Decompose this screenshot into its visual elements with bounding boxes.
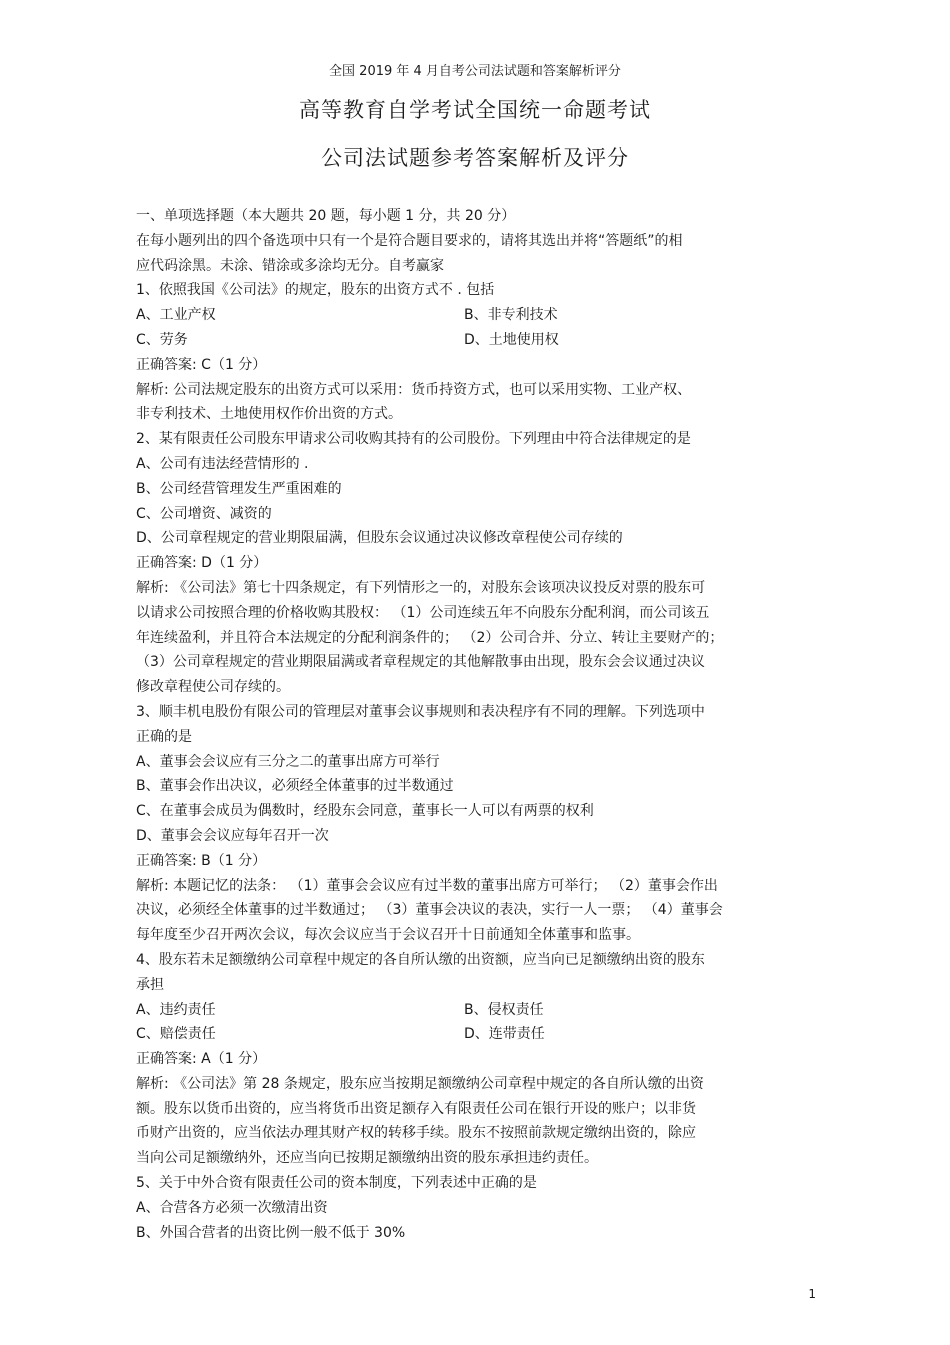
text-line: C、在董事会成员为偶数时，经股东会同意，董事长一人可以有两票的权利	[136, 803, 594, 820]
text-line: （3）公司章程规定的营业期限届满或者章程规定的其他解散事由出现，股东会会议通过决议	[136, 654, 705, 671]
text-line: 1、依照我国《公司法》的规定，股东的出资方式不 . 包括	[136, 282, 495, 299]
text-line: 额。股东以货币出资的，应当将货币出资足额存入有限责任公司在银行开设的账户；以非货	[136, 1100, 696, 1117]
page-header: 全国 2019 年 4 月自考公司法试题和答案解析评分	[329, 64, 621, 79]
text-line: A、合营各方必须一次缴清出资	[136, 1199, 328, 1216]
option-row	[136, 998, 816, 1023]
text-line: 正确答案: C（1 分）	[136, 356, 267, 373]
option-text: C、赔偿责任	[136, 1026, 216, 1043]
text-line: 每年度至少召开两次会议，每次会议应当于会议召开十日前通知全体董事和监事。	[136, 927, 640, 944]
text-line: 决议，必须经全体董事的过半数通过； （3）董事会决议的表决，实行一人一票； （4）董事会	[136, 902, 723, 919]
text-line: 在每小题列出的四个备选项中只有一个是符合题目要求的，请将其选出并将“答题纸”的相	[136, 232, 683, 249]
document-subtitle: 公司法试题参考答案解析及评分	[321, 146, 629, 170]
option-text: D、连带责任	[464, 1026, 545, 1043]
text-line: 年连续盈利，并且符合本法规定的分配利润条件的； （2）公司合并、分立、转让主要财产的；	[136, 629, 724, 646]
text-line: 解析: 《公司法》第七十四条规定，有下列情形之一的，对股东会该项决议投反对票的股东可	[136, 579, 706, 596]
text-line: 解析: 公司法规定股东的出资方式可以采用：货币持资方式，也可以采用实物、工业产权、	[136, 381, 692, 398]
option-row	[136, 1022, 816, 1047]
option-row	[136, 328, 816, 353]
text-line: B、董事会作出决议，必须经全体董事的过半数通过	[136, 778, 454, 795]
text-line: A、董事会会议应有三分之二的董事出席方可举行	[136, 753, 440, 770]
option-text: B、非专利技术	[464, 307, 558, 324]
option-text: A、违约责任	[136, 1001, 216, 1018]
text-line: A、公司有违法经营情形的 .	[136, 455, 309, 472]
text-line: 正确答案: D（1 分）	[136, 555, 268, 572]
text-line: 承担	[136, 976, 164, 993]
option-text: C、劳务	[136, 331, 188, 348]
text-line: 正确的是	[136, 728, 192, 745]
text-line: C、公司增资、减资的	[136, 505, 272, 522]
document-body	[136, 204, 816, 1245]
text-line: 币财产出资的，应当依法办理其财产权的转移手续。股东不按照前款规定缴纳出资的，除应	[136, 1125, 696, 1142]
option-row	[136, 303, 816, 328]
text-line: 当向公司足额缴纳外，还应当向已按期足额缴纳出资的股东承担违约责任。	[136, 1150, 598, 1167]
text-line: 正确答案: A（1 分）	[136, 1051, 267, 1068]
text-line: 以请求公司按照合理的价格收购其股权： （1）公司连续五年不向股东分配利润，而公司该五	[136, 604, 710, 621]
text-line: 解析: 本题记忆的法条： （1）董事会会议应有过半数的董事出席方可举行； （2）董事会作出	[136, 877, 718, 894]
text-line: 修改章程使公司存续的。	[136, 679, 290, 696]
text-line: D、董事会会议应每年召开一次	[136, 827, 329, 844]
text-line: 一、单项选择题（本大题共 20 题，每小题 1 分，共 20 分）	[136, 208, 516, 224]
text-line: 正确答案: B（1 分）	[136, 852, 267, 869]
text-line: 3、顺丰机电股份有限公司的管理层对董事会议事规则和表决程序有不同的理解。下列选项中	[136, 703, 705, 720]
text-line: 2、某有限责任公司股东甲请求公司收购其持有的公司股份。下列理由中符合法律规定的是	[136, 431, 691, 448]
option-text: A、工业产权	[136, 307, 216, 324]
option-text: D、土地使用权	[464, 331, 559, 348]
text-line: 应代码涂黑。未涂、错涂或多涂均无分。自考赢家	[136, 257, 444, 274]
text-line: 4、股东若未足额缴纳公司章程中规定的各自所认缴的出资额，应当向已足额缴纳出资的股东	[136, 951, 705, 968]
page-number: 1	[808, 1287, 816, 1301]
text-line: 5、关于中外合资有限责任公司的资本制度，下列表述中正确的是	[136, 1175, 537, 1192]
text-line: 非专利技术、土地使用权作价出资的方式。	[136, 406, 402, 423]
text-line: D、公司章程规定的营业期限届满，但股东会议通过决议修改章程使公司存续的	[136, 530, 623, 547]
text-line: 解析: 《公司法》第 28 条规定，股东应当按期足额缴纳公司章程中规定的各自所认缴的出资	[136, 1075, 704, 1092]
document-title: 高等教育自学考试全国统一命题考试	[299, 98, 651, 122]
text-line: B、公司经营管理发生严重困难的	[136, 480, 342, 497]
text-line: B、外国合营者的出资比例一般不低于 30%	[136, 1224, 406, 1241]
option-text: B、侵权责任	[464, 1001, 544, 1018]
